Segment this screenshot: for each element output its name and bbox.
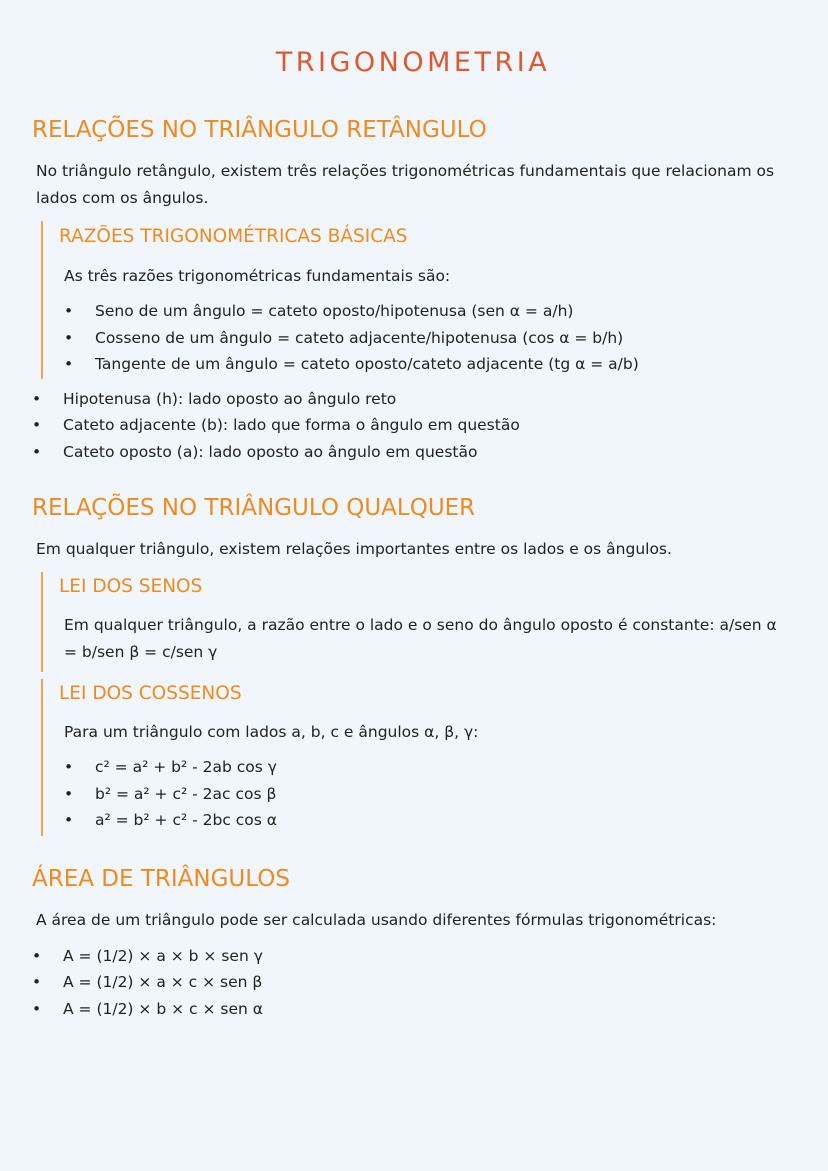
subsection-law-of-sines	[41, 572, 794, 672]
list-item: • A = (1/2) × b × c × sen α	[32, 996, 794, 1023]
list-item: • Hipotenusa (h): lado oposto ao ângulo reto	[32, 386, 794, 413]
list-item: • Seno de um ângulo = cateto oposto/hipotenusa (sen α = a/h)	[64, 298, 794, 325]
section-heading: RELAÇÕES NO TRIÂNGULO RETÂNGULO	[32, 117, 487, 143]
section-heading: ÁREA DE TRIÂNGULOS	[32, 865, 290, 892]
sides-list	[32, 386, 794, 466]
subsection-text: Em qualquer triângulo, a razão entre o lado e o seno do ângulo oposto é constante: a/sen α = b/sen β = c/sen γ	[64, 616, 777, 661]
subsection-heading: LEI DOS SENOS	[59, 576, 203, 597]
section-right-triangle	[32, 115, 794, 465]
subsection-heading: LEI DOS COSSENOS	[59, 683, 242, 704]
list-item: • Cateto oposto (a): lado oposto ao ângulo em questão	[32, 439, 794, 466]
section-any-triangle	[32, 493, 794, 836]
section-triangle-area	[32, 864, 794, 1023]
list-item: • Cosseno de um ângulo = cateto adjacente/hipotenusa (cos α = b/h)	[64, 325, 794, 352]
list-item: • Cateto adjacente (b): lado que forma o ângulo em questão	[32, 412, 794, 439]
document-title: TRIGONOMETRIA	[275, 47, 551, 78]
subsection-intro: As três razões trigonométricas fundamentais são:	[64, 267, 451, 285]
subsection-heading: RAZÕES TRIGONOMÉTRICAS BÁSICAS	[59, 226, 408, 247]
list-item: • Tangente de um ângulo = cateto oposto/cateto adjacente (tg α = a/b)	[64, 351, 794, 378]
list-item: • b² = a² + c² - 2ac cos β	[64, 781, 794, 808]
section-heading: RELAÇÕES NO TRIÂNGULO QUALQUER	[32, 495, 476, 521]
section-intro: Em qualquer triângulo, existem relações importantes entre os lados e os ângulos.	[36, 540, 672, 558]
subsection-intro: Para um triângulo com lados a, b, c e ângulos α, β, γ:	[64, 723, 479, 741]
list-item: • a² = b² + c² - 2bc cos α	[64, 807, 794, 834]
section-intro: No triângulo retângulo, existem três relações trigonométricas fundamentais que relacionam os lados com os ângulos.	[36, 162, 775, 207]
area-formula-list	[32, 943, 794, 1023]
list-item: • A = (1/2) × a × c × sen β	[32, 969, 794, 996]
list-item: • A = (1/2) × a × b × sen γ	[32, 943, 794, 970]
list-item: • c² = a² + b² - 2ab cos γ	[64, 754, 794, 781]
section-intro: A área de um triângulo pode ser calculada usando diferentes fórmulas trigonométricas:	[36, 910, 717, 929]
cosine-formula-list	[59, 754, 794, 834]
subsection-basic-ratios	[41, 221, 794, 379]
subsection-law-of-cosines	[41, 679, 794, 836]
ratio-list	[59, 298, 794, 378]
